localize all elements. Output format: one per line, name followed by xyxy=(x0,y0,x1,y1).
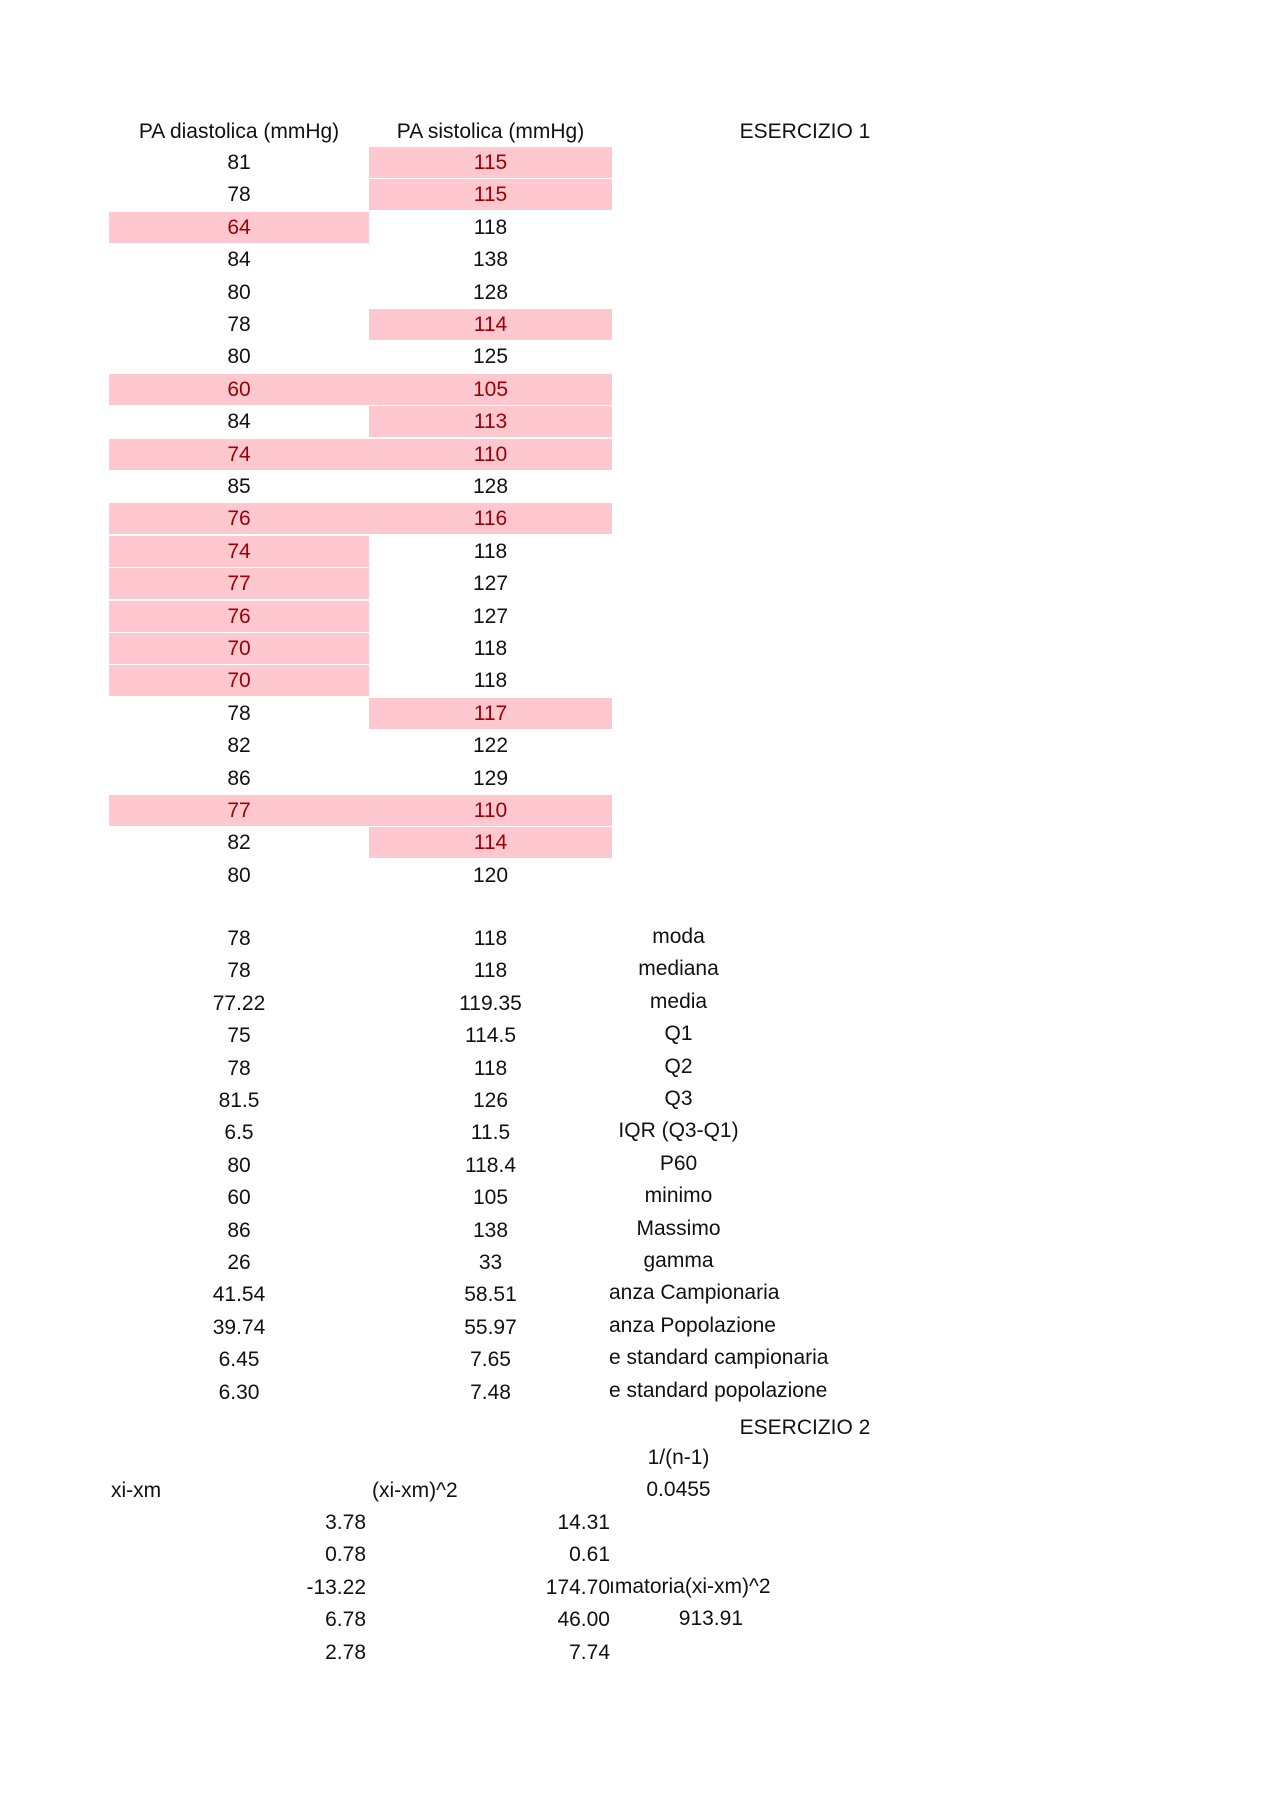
diastolica-value: 70 xyxy=(109,665,369,696)
diastolica-value: 84 xyxy=(227,410,251,433)
diastolica-value: 76 xyxy=(109,503,369,534)
header-diastolica: PA diastolica (mmHg) xyxy=(138,120,340,143)
diastolica-value: 60 xyxy=(109,374,369,405)
deviation-value: -13.22 xyxy=(306,1576,366,1599)
deviation-value: 0.78 xyxy=(325,1543,366,1566)
stat-sistolica-value: 33 xyxy=(478,1251,503,1274)
stat-diastolica-value: 6.30 xyxy=(218,1381,260,1404)
diastolica-value: 80 xyxy=(227,864,251,887)
stat-label: P60 xyxy=(659,1152,698,1175)
sistolica-value: 110 xyxy=(369,439,612,470)
stat-sistolica-value: 118.4 xyxy=(465,1154,516,1177)
stat-diastolica-value: 77.22 xyxy=(212,992,266,1015)
stat-sistolica-value: 114.5 xyxy=(465,1024,516,1047)
sistolica-value: 114 xyxy=(369,827,612,858)
stat-sistolica-value: 11.5 xyxy=(470,1121,511,1144)
diastolica-value: 78 xyxy=(227,313,251,336)
stat-diastolica-value: 6.45 xyxy=(218,1348,260,1371)
sistolica-value: 118 xyxy=(473,637,508,660)
sistolica-value: 118 xyxy=(473,216,508,239)
diastolica-value: 81 xyxy=(227,151,251,174)
squared-deviation-value: 174.70 xyxy=(545,1576,610,1599)
stat-label: Q1 xyxy=(664,1022,693,1045)
deviation-value: 3.78 xyxy=(325,1511,366,1534)
stat-diastolica-value: 41.54 xyxy=(212,1283,266,1306)
stat-sistolica-value: 55.97 xyxy=(464,1316,517,1339)
diastolica-value: 78 xyxy=(227,183,251,206)
sistolica-value: 127 xyxy=(472,572,509,595)
sistolica-value: 129 xyxy=(472,767,509,790)
stat-diastolica-value: 78 xyxy=(227,927,251,950)
stat-label: Massimo xyxy=(636,1217,721,1240)
sistolica-value: 122 xyxy=(472,734,509,757)
stat-diastolica-value: 80 xyxy=(227,1154,251,1177)
sistolica-value: 127 xyxy=(472,605,509,628)
stat-label: minimo xyxy=(644,1184,713,1207)
sistolica-value: 115 xyxy=(369,147,612,178)
sistolica-value: 125 xyxy=(472,345,509,368)
stat-label: media xyxy=(649,990,708,1013)
sistolica-value: 105 xyxy=(369,374,612,405)
deviation-value: 6.78 xyxy=(325,1608,366,1631)
deviation-value: 2.78 xyxy=(325,1641,366,1664)
sistolica-value: 115 xyxy=(369,179,612,210)
stat-diastolica-value: 78 xyxy=(227,959,251,982)
stat-diastolica-value: 86 xyxy=(227,1219,251,1242)
diastolica-value: 77 xyxy=(109,568,369,599)
stat-diastolica-value: 39.74 xyxy=(212,1316,266,1339)
squared-deviation-value: 7.74 xyxy=(569,1641,610,1664)
diastolica-value: 77 xyxy=(109,795,369,826)
sistolica-value: 118 xyxy=(473,540,508,563)
stat-diastolica-value: 75 xyxy=(227,1024,251,1047)
stat-sistolica-value: 118 xyxy=(473,959,508,982)
col-dev-header: xi-xm xyxy=(111,1479,162,1502)
title-esercizio-1: ESERCIZIO 1 xyxy=(739,120,871,143)
diastolica-value: 78 xyxy=(227,702,251,725)
diastolica-value: 82 xyxy=(227,734,251,757)
stat-diastolica-value: 81.5 xyxy=(218,1089,260,1112)
stat-diastolica-value: 26 xyxy=(227,1251,251,1274)
diastolica-value: 84 xyxy=(227,248,251,271)
stat-label: mediana xyxy=(638,957,719,980)
stat-sistolica-value: 7.48 xyxy=(470,1381,511,1404)
diastolica-value: 82 xyxy=(227,831,251,854)
stat-sistolica-value: 7.65 xyxy=(470,1348,511,1371)
sistolica-value: 110 xyxy=(369,795,612,826)
diastolica-value: 86 xyxy=(227,767,251,790)
stat-label: e standard campionaria xyxy=(609,1346,829,1369)
stat-sistolica-value: 118 xyxy=(473,1057,508,1080)
diastolica-value: 70 xyxy=(109,633,369,664)
factor-value: 0.0455 xyxy=(646,1478,711,1501)
stat-label: e standard popolazione xyxy=(609,1379,828,1402)
diastolica-value: 76 xyxy=(109,601,369,632)
stat-diastolica-value: 6.5 xyxy=(224,1121,254,1144)
diastolica-value: 85 xyxy=(227,475,251,498)
stat-label: anza Campionaria xyxy=(609,1281,780,1304)
sum-label: ımatoria(xi-xm)^2 xyxy=(609,1575,771,1598)
stat-label: anza Popolazione xyxy=(609,1314,776,1337)
diastolica-value: 74 xyxy=(109,536,369,567)
stat-sistolica-value: 119.35 xyxy=(459,992,522,1015)
stat-sistolica-value: 126 xyxy=(472,1089,509,1112)
stat-sistolica-value: 105 xyxy=(472,1186,509,1209)
diastolica-value: 64 xyxy=(109,212,369,243)
header-sistolica: PA sistolica (mmHg) xyxy=(396,120,585,143)
stat-sistolica-value: 58.51 xyxy=(464,1283,517,1306)
diastolica-value: 80 xyxy=(227,281,251,304)
sistolica-value: 138 xyxy=(472,248,509,271)
sistolica-value: 128 xyxy=(472,281,509,304)
factor-label: 1/(n-1) xyxy=(647,1446,710,1469)
stat-diastolica-value: 78 xyxy=(227,1057,251,1080)
stat-label: moda xyxy=(652,925,705,948)
stat-label: Q2 xyxy=(664,1055,693,1078)
squared-deviation-value: 14.31 xyxy=(557,1511,610,1534)
diastolica-value: 80 xyxy=(227,345,251,368)
sistolica-value: 114 xyxy=(369,309,612,340)
sistolica-value: 120 xyxy=(472,864,509,887)
stat-sistolica-value: 138 xyxy=(472,1219,509,1242)
stat-label: IQR (Q3-Q1) xyxy=(618,1119,739,1142)
sistolica-value: 128 xyxy=(472,475,509,498)
col-sq-header: (xi-xm)^2 xyxy=(372,1479,458,1502)
stat-sistolica-value: 118 xyxy=(473,927,508,950)
sum-value: 913.91 xyxy=(678,1607,743,1630)
sistolica-value: 116 xyxy=(369,503,612,534)
diastolica-value: 74 xyxy=(109,439,369,470)
sistolica-value: 113 xyxy=(369,406,612,437)
squared-deviation-value: 46.00 xyxy=(557,1608,610,1631)
stat-label: Q3 xyxy=(664,1087,693,1110)
sistolica-value: 117 xyxy=(369,698,612,729)
title-esercizio-2: ESERCIZIO 2 xyxy=(739,1416,871,1439)
stat-diastolica-value: 60 xyxy=(227,1186,251,1209)
sistolica-value: 118 xyxy=(473,669,508,692)
squared-deviation-value: 0.61 xyxy=(569,1543,610,1566)
stat-label: gamma xyxy=(643,1249,714,1272)
